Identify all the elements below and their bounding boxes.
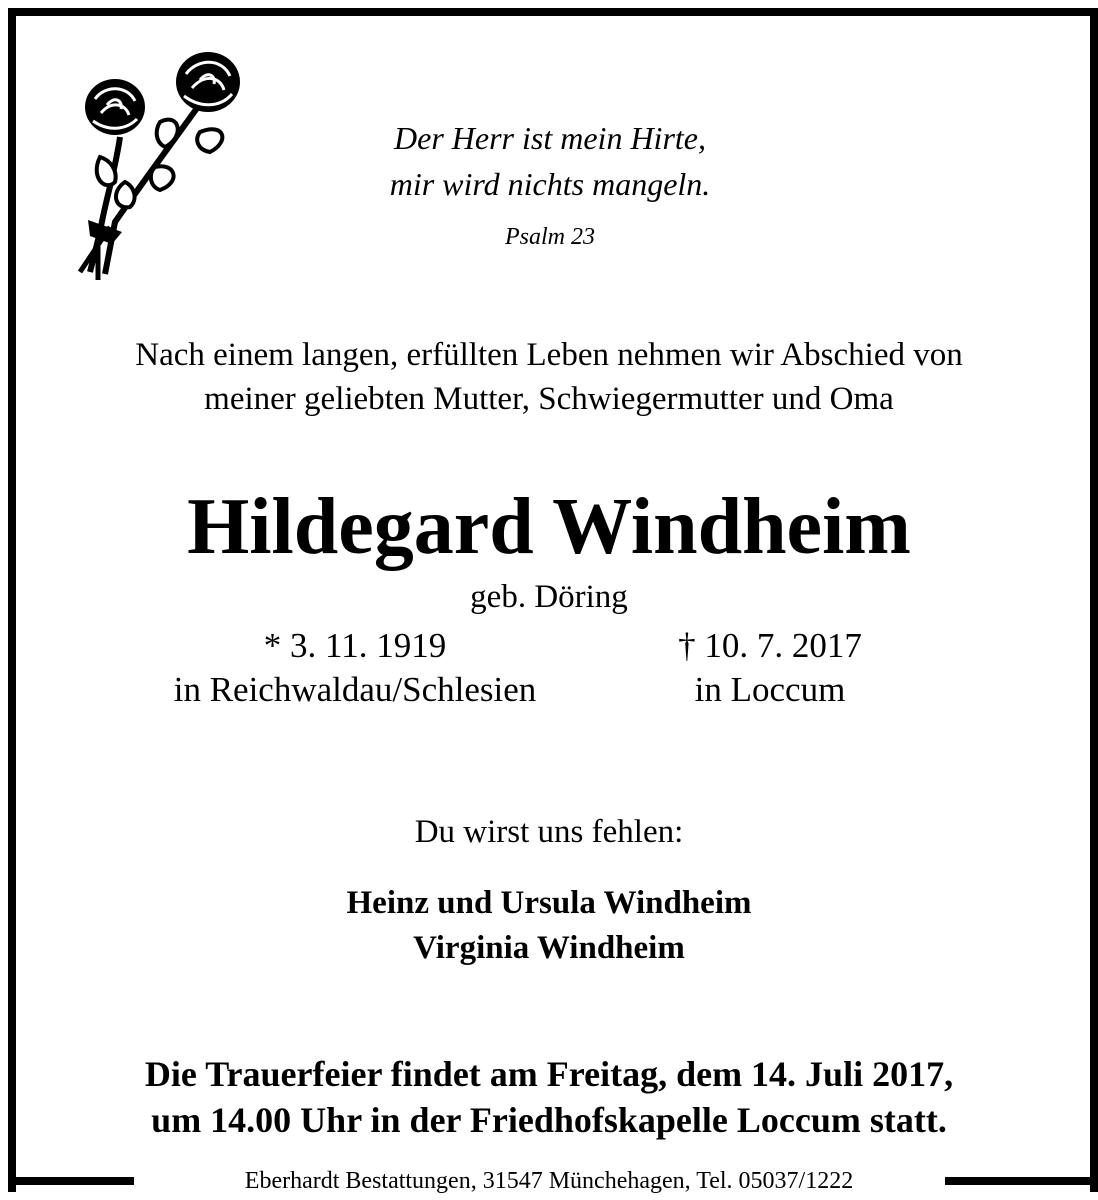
death-info bbox=[610, 624, 930, 712]
birth-date: * 3. 11. 1919 bbox=[263, 626, 447, 665]
deceased-name: Hildegard Windheim bbox=[187, 483, 911, 571]
verse-source: Psalm 23 bbox=[505, 224, 595, 250]
mourners-list bbox=[0, 881, 1098, 971]
death-place: in Loccum bbox=[694, 670, 846, 709]
bible-verse bbox=[300, 115, 800, 207]
undertaker-footer: Eberhardt Bestattungen, 31547 Münchehagen, Tel. 05037/1222 bbox=[244, 1168, 854, 1194]
funeral-line-2: um 14.00 Uhr in der Friedhofskapelle Loccum statt. bbox=[151, 1100, 947, 1140]
birth-place: in Reichwaldau/Schlesien bbox=[173, 670, 537, 709]
birth-info bbox=[130, 624, 580, 712]
verse-line-1: Der Herr ist mein Hirte, bbox=[394, 120, 706, 156]
verse-line-2: mir wird nichts mangeln. bbox=[389, 166, 711, 202]
mourner-name: Virginia Windheim bbox=[413, 930, 685, 966]
mourner-name: Heinz und Ursula Windheim bbox=[346, 885, 752, 921]
death-date: † 10. 7. 2017 bbox=[678, 626, 862, 665]
mourners-heading: Du wirst uns fehlen: bbox=[414, 814, 684, 850]
intro-line-1: Nach einem langen, erfüllten Leben nehmen wir Abschied von bbox=[135, 337, 963, 373]
intro-text bbox=[0, 333, 1098, 421]
funeral-notice bbox=[0, 1051, 1098, 1143]
maiden-name: geb. Döring bbox=[470, 579, 628, 615]
rose-bouquet-icon bbox=[60, 42, 250, 282]
intro-line-2: meiner geliebten Mutter, Schwiegermutter und Oma bbox=[204, 381, 894, 417]
funeral-line-1: Die Trauerfeier findet am Freitag, dem 14. Juli 2017, bbox=[144, 1054, 954, 1094]
